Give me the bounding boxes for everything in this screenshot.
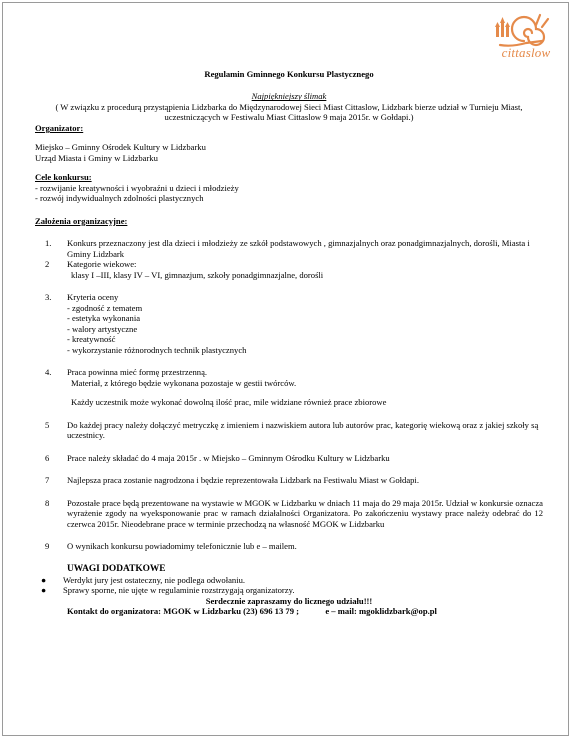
contact-line — [35, 606, 543, 616]
criteria-item: - estetyka wykonania — [67, 313, 141, 324]
bullet-icon: ● — [41, 574, 47, 585]
list-text: O wynikach konkursu powiadomimy telefonicznie lub e – mailem. — [67, 541, 297, 552]
list-text: Najlepsza praca zostanie nagrodzona i będzie reprezentowała Lidzbark na Festiwalu Miast w Gołdapi. — [67, 475, 419, 486]
list-item-8 — [35, 498, 543, 529]
bullet-icon: ● — [41, 585, 47, 596]
list-number: 5 — [45, 419, 50, 430]
criteria-item: - wykorzystanie różnorodnych technik plastycznych — [67, 344, 247, 355]
organizer-heading: Organizator: — [35, 122, 84, 133]
list-item-2 — [35, 259, 543, 269]
quantity-note: Każdy uczestnik może wykonać dowolną ilość prac, mile widziane również prace zbiorowe — [71, 397, 387, 408]
list-number: 1. — [45, 238, 52, 249]
assumptions-heading: Założenia organizacyjne: — [35, 215, 128, 226]
note-item — [35, 575, 543, 585]
list-item-4 — [35, 367, 543, 377]
contact-email[interactable]: e – mail: mgoklidzbark@op.pl — [325, 606, 437, 617]
list-item-7 — [35, 475, 543, 485]
list-text: Do każdej pracy należy dołączyć metryczkę z imieniem i nazwiskiem autora lub autorów prac, kategorię wiekową oraz z jakiej szkoły są uczestnicy. — [67, 419, 539, 441]
list-text: Prace należy składać do 4 maja 2015r . w Miejsko – Gminnym Ośrodku Kultury w Lidzbarku — [67, 452, 390, 463]
list-item-1 — [35, 238, 543, 259]
list-number: 6 — [45, 452, 50, 463]
organizer-line: Urząd Miasta i Gminy w Lidzbarku — [35, 152, 158, 163]
list-number: 4. — [45, 367, 52, 378]
list-number: 3. — [45, 292, 52, 303]
age-categories: klasy I –III, klasy IV – VI, gimnazjum, szkoły ponadgimnazjalne, dorośli — [71, 269, 324, 280]
list-number: 2 — [45, 259, 50, 270]
contest-subtitle: Najpiękniejszy ślimak — [251, 91, 327, 102]
page-title: Regulamin Gminnego Konkursu Plastycznego — [204, 69, 374, 79]
list-text: Pozostałe prace będą prezentowane na wystawie w MGOK w Lidzbarku w dniach 11 maja do 29 maja 2015r. Udział w konkursie oznacza wyrażenie zgody na wyeksponowanie prac w ramach działalności Organizatora. Po zakończeniu wystawy prace należy odebrać do 12 czerwca 2015r. Nieodebrane prace w terminie przechodzą na własność MGOK w Lidzbarku — [67, 497, 543, 529]
list-item-5 — [35, 420, 543, 441]
list-text: Kryteria oceny — [67, 292, 119, 303]
note-text: Werdykt jury jest ostateczny, nie podlega odwołaniu. — [63, 574, 246, 585]
goal-item: - rozwijanie kreatywności i wyobraźni u dzieci i młodzieży — [35, 182, 239, 193]
logo-wordmark: cittaslow — [501, 45, 551, 60]
list-number: 7 — [45, 475, 50, 486]
note-item — [35, 585, 543, 595]
list-text: Konkurs przeznaczony jest dla dzieci i młodzieży ze szkół podstawowych , gimnazjalnych oraz ponadgimnazjalnych, dorośli, Miasta i Gminy Lidzbark — [67, 238, 530, 259]
criteria-item: - walory artystyczne — [67, 323, 138, 334]
organizer-line: Miejsko – Gminny Ośrodek Kultury w Lidzbarku — [35, 142, 206, 153]
list-text: Kategorie wiekowe: — [67, 259, 137, 270]
list-item-3 — [35, 292, 543, 302]
goals-heading: Cele konkursu: — [35, 172, 92, 183]
list-item-9 — [35, 541, 543, 551]
note-text: Sprawy sporne, nie ujęte w regulaminie rozstrzygają organizatorzy. — [63, 585, 295, 596]
goal-item: - rozwój indywidualnych zdolności plastycznych — [35, 193, 204, 204]
document-page — [2, 2, 569, 736]
invitation-text: Serdecznie zapraszamy do licznego udziału!!! — [205, 595, 373, 606]
criteria-item: - zgodność z tematem — [67, 302, 143, 313]
list-number: 9 — [45, 541, 50, 552]
document-body — [35, 69, 543, 617]
notes-heading: UWAGI DODATKOWE — [67, 563, 166, 574]
list-text: Praca powinna mieć formę przestrzenną. — [67, 367, 208, 378]
contact-phone: Kontakt do organizatora: MGOK w Lidzbarku (23) 696 13 79 ; — [67, 606, 300, 617]
material-note: Materiał, z którego będzie wykonana pozostaje w gestii twórców. — [71, 377, 297, 388]
criteria-item: - kreatywność — [67, 334, 116, 345]
contest-context: ( W związku z procedurą przystąpienia Lidzbarka do Międzynarodowej Sieci Miast Cittaslow, Lidzbark bierze udział w Turnieju Miast, uczestniczących w Festiwalu Miast Cittaslow 9 maja 2015r. w Gołdapi.) — [55, 101, 523, 123]
list-item-6 — [35, 453, 543, 463]
list-number: 8 — [45, 497, 50, 508]
